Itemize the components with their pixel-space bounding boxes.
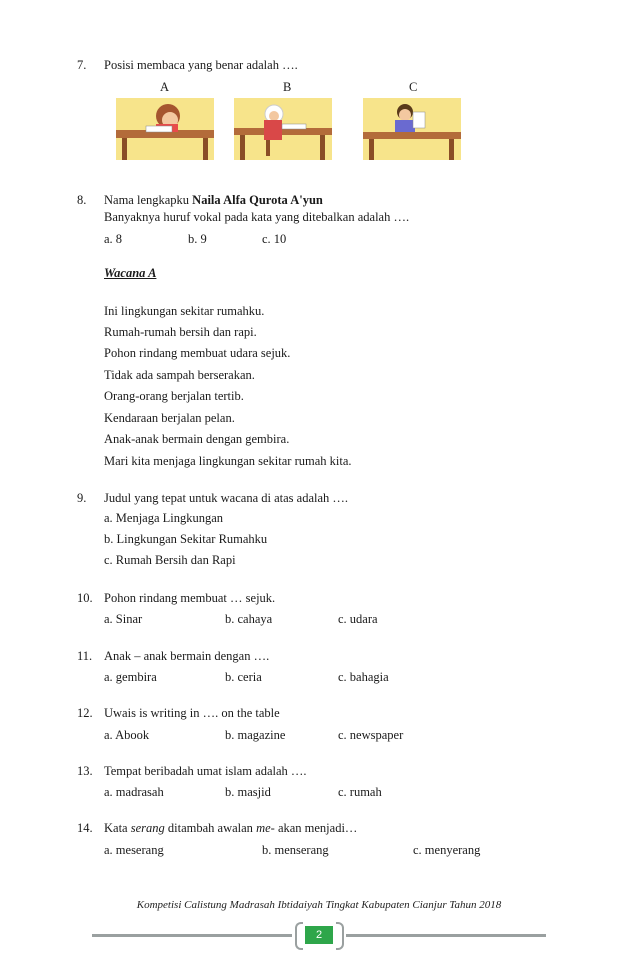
q14-word-me: me-	[256, 821, 275, 835]
q13-text: Tempat beribadah umat islam adalah ….	[104, 764, 307, 778]
q9-text: Judul yang tepat untuk wacana di atas adalah ….	[104, 491, 349, 505]
q10-text: Pohon rindang membuat … sejuk.	[104, 591, 276, 605]
q14-word-serang: serang	[130, 821, 165, 835]
q12-number: 12.	[77, 706, 93, 720]
q9-number: 9.	[77, 491, 87, 505]
q14-option-c: c. menyerang	[413, 843, 481, 857]
q13-option-a: a. madrasah	[104, 785, 164, 799]
q14-mid: ditambah awalan	[167, 821, 253, 835]
wacana-line-1: Ini lingkungan sekitar rumahku.	[104, 304, 265, 318]
wacana-line-6: Kendaraan berjalan pelan.	[104, 411, 235, 425]
page-bracket-left	[295, 922, 303, 950]
q14-option-a: a. meserang	[104, 843, 164, 857]
q7-label-c: C	[409, 80, 418, 94]
q8-option-b: b. 9	[188, 232, 207, 246]
q8-option-a: a. 8	[104, 232, 123, 246]
q7-number: 7.	[77, 58, 87, 72]
q9-option-c: c. Rumah Bersih dan Rapi	[104, 553, 236, 567]
q11-text: Anak – anak bermain dengan ….	[104, 649, 270, 663]
wacana-line-3: Pohon rindang membuat udara sejuk.	[104, 346, 291, 360]
q12-option-a: a. Abook	[104, 728, 150, 742]
footer-text: Kompetisi Calistung Madrasah Ibtidaiyah Tingkat Kabupaten Cianjur Tahun 2018	[136, 899, 502, 911]
q11-number: 11.	[77, 649, 93, 663]
q8-line1	[104, 193, 323, 208]
q14-number: 14.	[77, 821, 93, 835]
footer-line-left	[92, 934, 292, 937]
q8-prefix: Nama lengkapku	[104, 193, 190, 207]
q13-number: 13.	[77, 764, 93, 778]
q10-option-b: b. cahaya	[225, 612, 273, 626]
q7-image-a	[116, 98, 214, 160]
q8-option-c: c. 10	[262, 232, 287, 246]
q10-option-a: a. Sinar	[104, 612, 143, 626]
page-number: 2	[305, 926, 333, 944]
q12-option-b: b. magazine	[225, 728, 286, 742]
q13-option-c: c. rumah	[338, 785, 382, 799]
q8-number: 8.	[77, 193, 87, 207]
wacana-line-5: Orang-orang berjalan tertib.	[104, 389, 244, 403]
q7-text: Posisi membaca yang benar adalah ….	[104, 58, 298, 72]
q14-prefix: Kata	[104, 821, 128, 835]
q9-option-b: b. Lingkungan Sekitar Rumahku	[104, 532, 268, 546]
q10-number: 10.	[77, 591, 93, 605]
q7-image-c	[363, 98, 461, 160]
q14-text	[104, 821, 357, 836]
wacana-line-8: Mari kita menjaga lingkungan sekitar rumah kita.	[104, 454, 352, 468]
q14-suffix: akan menjadi…	[277, 821, 358, 835]
wacana-line-2: Rumah-rumah bersih dan rapi.	[104, 325, 257, 339]
q7-image-b	[234, 98, 332, 160]
q12-option-c: c. newspaper	[338, 728, 404, 742]
q8-name: Naila Alfa Qurota A'yun	[192, 193, 323, 207]
q11-option-c: c. bahagia	[338, 670, 389, 684]
q10-option-c: c. udara	[338, 612, 378, 626]
q9-option-a: a. Menjaga Lingkungan	[104, 511, 224, 525]
q12-text: Uwais is writing in …. on the table	[104, 706, 280, 720]
wacana-line-7: Anak-anak bermain dengan gembira.	[104, 432, 290, 446]
q13-option-b: b. masjid	[225, 785, 271, 799]
wacana-title: Wacana A	[104, 266, 157, 280]
q11-option-a: a. gembira	[104, 670, 157, 684]
page-bracket-right	[336, 922, 344, 950]
q7-label-a: A	[160, 80, 170, 94]
q7-label-b: B	[283, 80, 292, 94]
footer-line-right	[346, 934, 546, 937]
wacana-line-4: Tidak ada sampah berserakan.	[104, 368, 255, 382]
q8-line2: Banyaknya huruf vokal pada kata yang ditebalkan adalah ….	[104, 210, 410, 224]
q11-option-b: b. ceria	[225, 670, 262, 684]
q14-option-b: b. menserang	[262, 843, 329, 857]
